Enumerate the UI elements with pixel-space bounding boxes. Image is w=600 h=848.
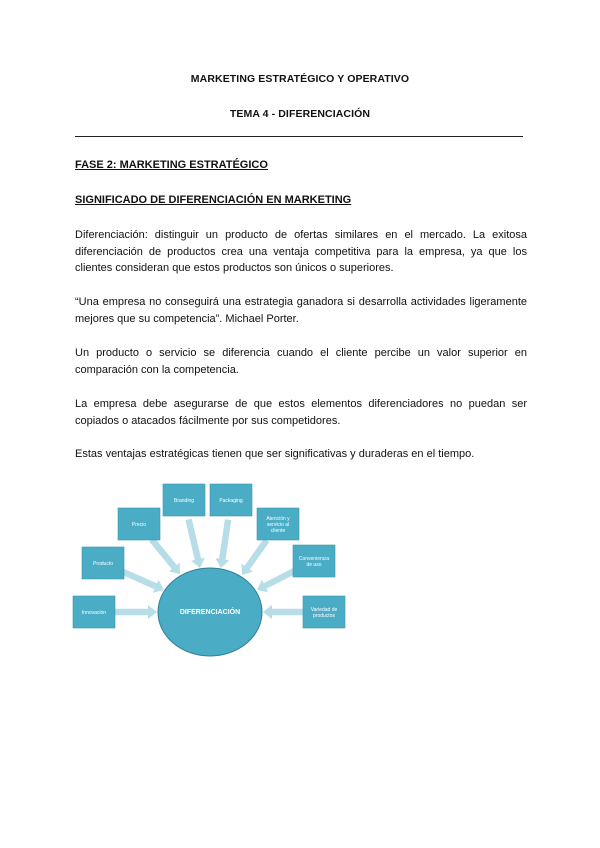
diagram-box-label: Producto [92, 560, 114, 567]
paragraph-quote: “Una empresa no conseguirá una estrategia ganadora si desarrolla actividades ligeramente mejores que su competencia”. Michael Porter. [75, 296, 527, 325]
diagram-arrow-6 [257, 567, 298, 592]
diagram-box-6 [293, 545, 335, 577]
diagram-box-label: servicio al [266, 521, 290, 528]
diagram-box-label: de uso [306, 561, 322, 568]
diagram-box-label: productos [313, 612, 335, 619]
diagram-arrow-7 [263, 605, 304, 619]
diagram-arrow-0 [114, 605, 157, 619]
diagram-box-3 [163, 484, 205, 516]
diagram-box-label: Conveniencia [298, 555, 330, 562]
diagram-box-label: Branding [173, 497, 195, 504]
header-divider [75, 136, 523, 137]
diagram-arrow-2 [149, 537, 180, 574]
paragraph-durability: Estas ventajas estratégicas tienen que ser significativas y duraderas en el tiempo. [75, 448, 475, 460]
diagram-arrow-1 [120, 568, 164, 593]
diagram-box-label: cliente [270, 527, 286, 534]
diagram-box-4 [210, 484, 252, 516]
diagram-center-label: DIFERENCIACIÓN [179, 609, 241, 616]
diagram-box-label: Innovación [81, 609, 107, 616]
diagram-box-0 [73, 596, 115, 628]
diagram-arrow-4 [215, 519, 231, 568]
diagram-box-2 [118, 508, 160, 540]
diagram-box-label: Precio [131, 521, 147, 528]
phase-heading: FASE 2: MARKETING ESTRATÉGICO [75, 159, 268, 171]
section-subtitle: SIGNIFICADO DE DIFERENCIACIÓN EN MARKETING [75, 194, 352, 206]
paragraph-value: Un producto o servicio se diferencia cuando el cliente percibe un valor superior en comparación con la competencia. [75, 347, 527, 376]
differentiation-diagram [60, 478, 360, 668]
paragraph-definition: Diferenciación: distinguir un producto de ofertas similares en el mercado. La exitosa diferenciación de productos crea una ventaja competitiva para la empresa, ya que los clientes consideran que estos productos son únicos o superiores. [75, 229, 527, 274]
diagram-arrow-3 [185, 519, 204, 568]
diagram-box-label: Atención y [266, 515, 290, 522]
diagram-box-1 [82, 547, 124, 579]
diagram-box-label: Variedad de [310, 606, 338, 613]
diagram-box-5 [257, 508, 299, 540]
diagram-box-7 [303, 596, 345, 628]
document-title: MARKETING ESTRATÉGICO Y OPERATIVO [190, 73, 410, 85]
diagram-arrow-5 [242, 538, 270, 575]
diagram-box-label: Packaging [219, 497, 243, 504]
topic-title: TEMA 4 - DIFERENCIACIÓN [229, 108, 371, 120]
paragraph-protection: La empresa debe asegurarse de que estos elementos diferenciadores no puedan ser copiados o atacados fácilmente por sus competidores. [75, 398, 527, 427]
